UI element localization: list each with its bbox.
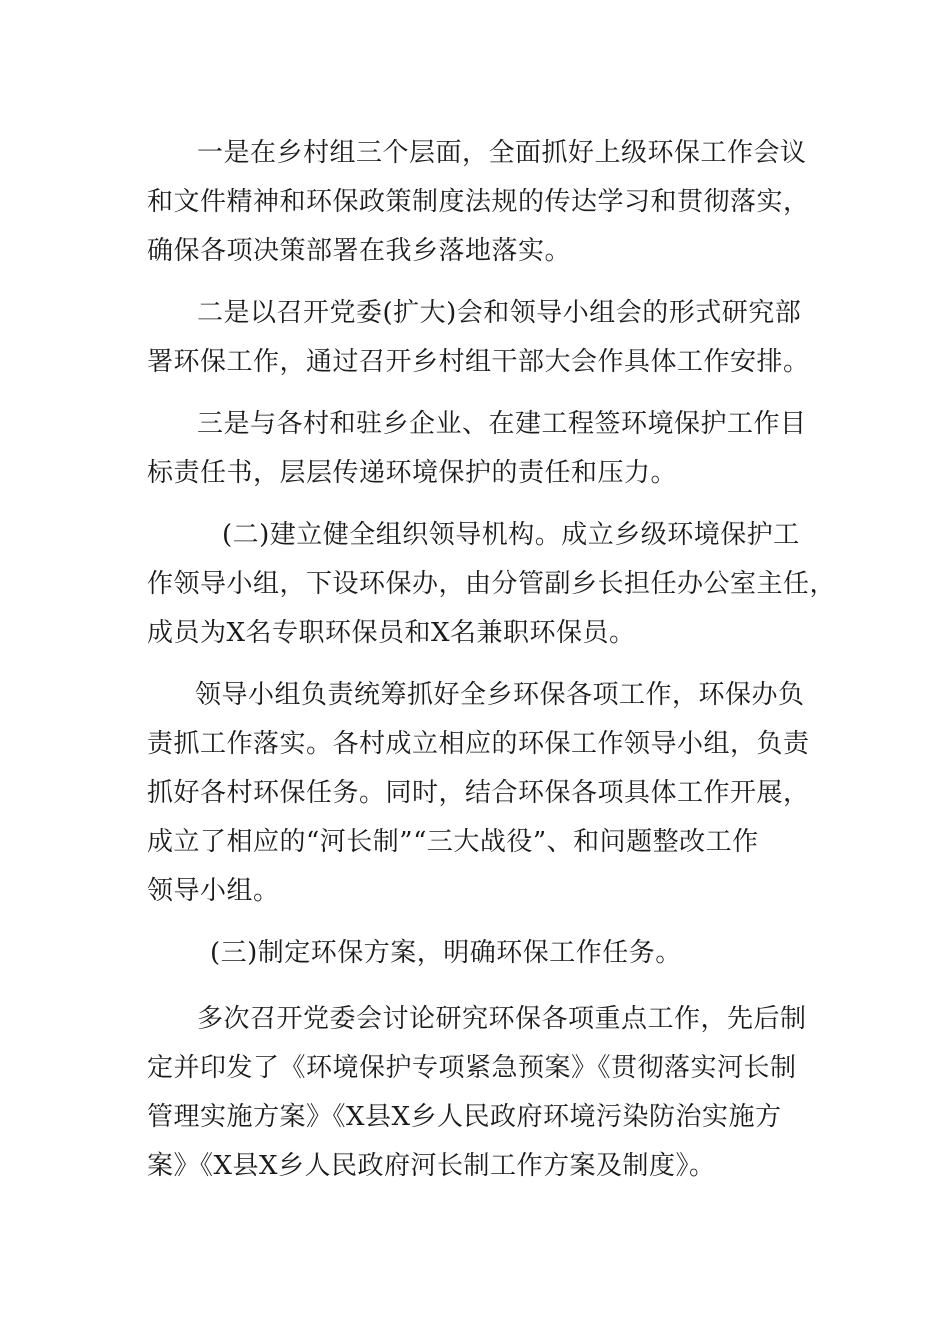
paragraph-5-line-4: 成立了相应的“河长制”“三大战役”、和问题整改工作 [147, 827, 759, 857]
paragraph-3-line-1: 三是与各村和驻乡企业、在建工程签环境保护工作目 [197, 409, 807, 439]
paragraph-4-line-3: 成员为X名专职环保员和X名兼职环保员。 [147, 618, 636, 648]
paragraph-4-line-1: (二)建立健全组织领导机构。成立乡级环境保护工 [222, 520, 800, 550]
paragraph-1-line-2: 和文件精神和环保政策制度法规的传达学习和贯彻落实， [147, 187, 810, 217]
paragraph-6-line-1: (三)制定环保方案，明确环保工作任务。 [210, 938, 682, 968]
paragraph-7-line-3: 管理实施方案》《X县X乡人民政府环境污染防治实施方 [147, 1102, 782, 1132]
paragraph-7-line-4: 案》《X县X乡人民政府河长制工作方案及制度》。 [147, 1151, 716, 1181]
paragraph-5-line-1: 领导小组负责统筹抓好全乡环保各项工作，环保办负 [195, 680, 805, 710]
paragraph-1-line-1: 一是在乡村组三个层面，全面抓好上级环保工作会议 [197, 138, 807, 168]
paragraph-3-line-2: 标责任书，层层传递环境保护的责任和压力。 [147, 458, 678, 488]
paragraph-1-line-3: 确保各项决策部署在我乡落地落实。 [147, 236, 572, 266]
paragraph-5-line-2: 责抓工作落实。各村成立相应的环保工作领导小组，负责 [147, 729, 810, 759]
paragraph-5-line-3: 抓好各村环保任务。同时，结合环保各项具体工作开展， [147, 778, 810, 808]
paragraph-2-line-1: 二是以召开党委(扩大)会和领导小组会的形式研究部 [197, 298, 802, 328]
paragraph-4-line-2: 作领导小组，下设环保办，由分管副乡长担任办公室主任， [147, 569, 837, 599]
paragraph-7-line-1: 多次召开党委会讨论研究环保各项重点工作，先后制 [197, 1004, 807, 1034]
paragraph-2-line-2: 署环保工作，通过召开乡村组干部大会作具体工作安排。 [147, 347, 810, 377]
paragraph-7-line-2: 定并印发了《环境保护专项紧急预案》《贯彻落实河长制 [147, 1053, 797, 1083]
paragraph-5-line-5: 领导小组。 [147, 876, 280, 906]
